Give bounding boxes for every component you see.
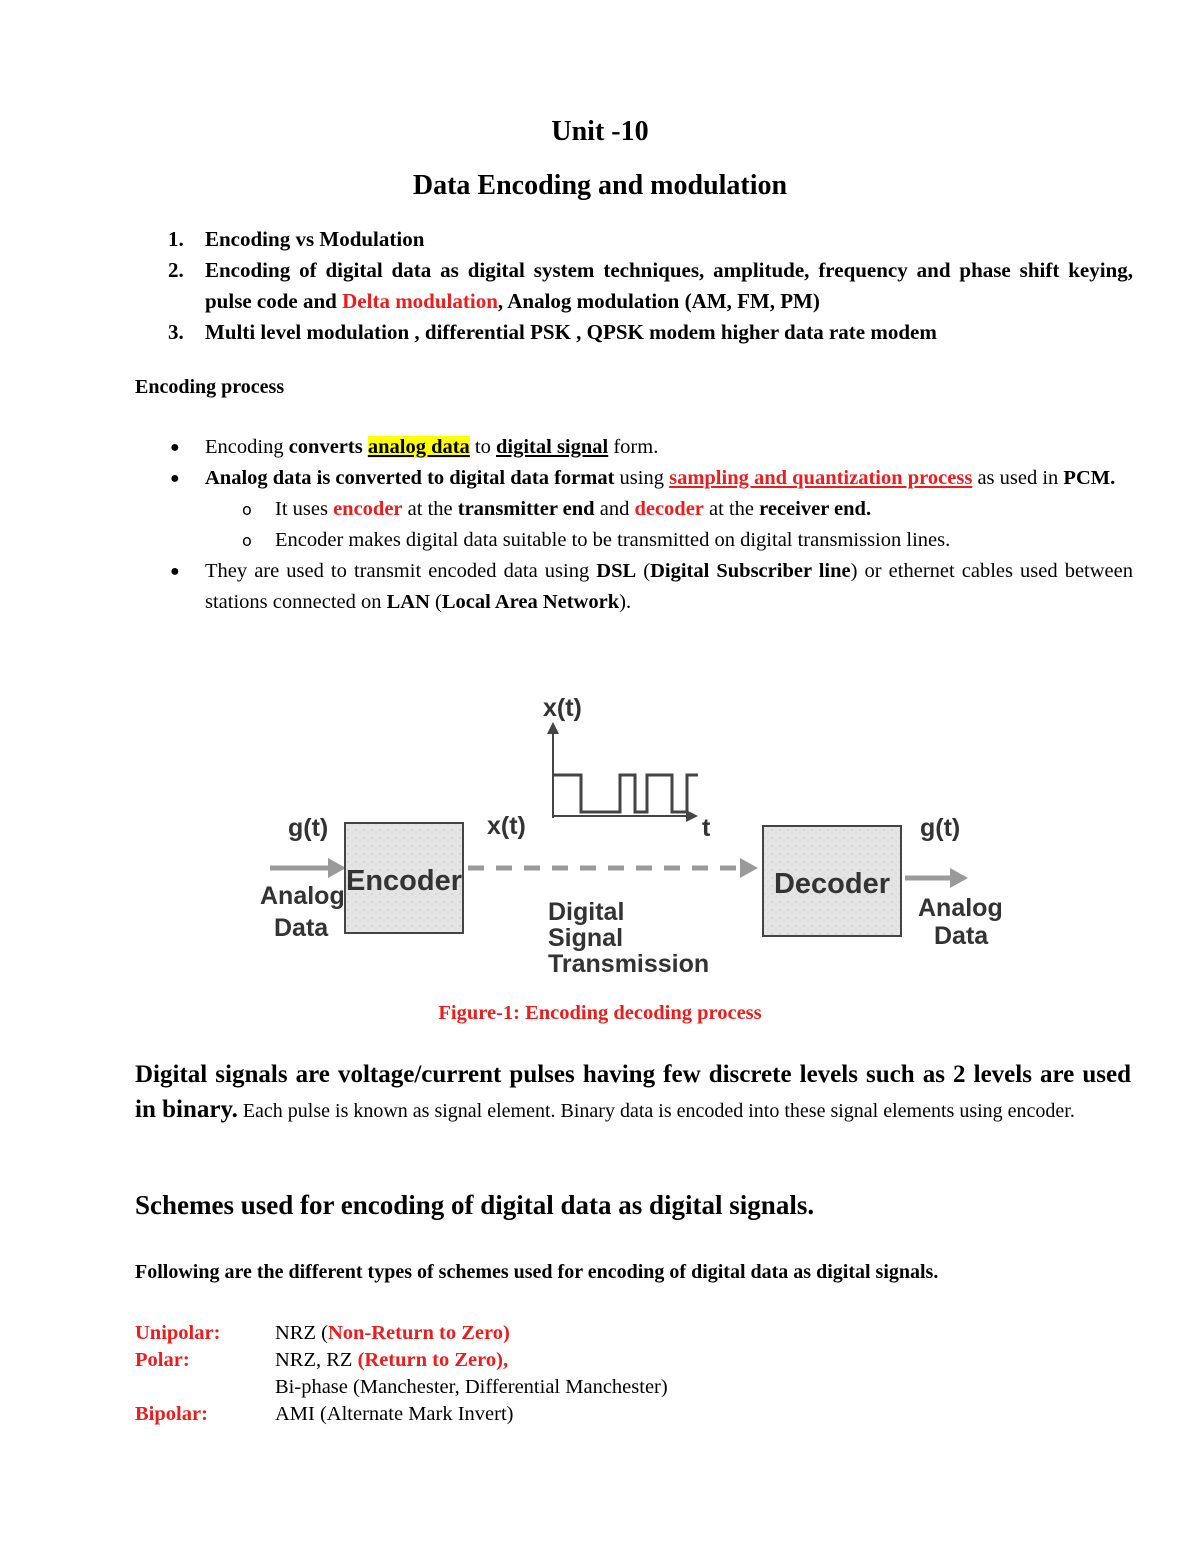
text-run: NRZ, RZ [275,1349,358,1371]
circle-bullet-icon: o [242,531,252,550]
text-run: transmitter end [457,498,595,520]
arrow-right-icon [740,858,758,878]
g-output-label: g(t) [920,814,961,842]
text-run: Digital Subscriber line [650,560,851,582]
topic-list [168,224,1133,348]
list-item-text: , Analog modulation (AM, FM, PM) [497,289,820,313]
text-run: converts [288,436,363,458]
text-run: They are used to transmit encoded data using [205,560,597,582]
analog-output-label: Analog [918,894,1003,922]
text-run: Analog data is converted to digital data format [205,467,615,489]
digital-signal-transmission-label: Transmission [548,950,710,978]
text-run: to [469,436,496,458]
list-item-text: Multi level modulation , differential PSK , QPSK modem higher data rate modem [205,320,937,344]
list-item [168,317,1133,348]
analog-input-label: Data [274,914,329,942]
red-term: Non-Return to Zero) [327,1322,510,1344]
xt-mid-label: x(t) [487,812,526,840]
schemes-heading: Schemes used for encoding of digital data as digital signals. [135,1190,815,1220]
list-item-text: Encoding vs Modulation [205,227,425,251]
sub-bullet-item [168,525,1133,556]
schemes-intro: Following are the different types of schemes used for encoding of digital data as digital signals. [135,1261,939,1283]
text-run: at the [402,498,458,520]
text-run: ( [429,591,442,613]
bullet-icon: ● [170,470,180,487]
text-run: ( [636,560,651,582]
red-term: encoder [333,498,403,520]
g-input-label: g(t) [288,814,329,842]
text-run: using [614,467,670,489]
scheme-value [275,1320,510,1347]
text-run: ). [619,591,632,613]
text-run: at the [703,498,760,520]
list-item-text: Encoding of digital data as digital system techniques, amplitude, frequency and phase shift keying, pulse code and [205,258,1133,313]
scheme-label: Bipolar: [135,1403,208,1425]
bullet-list [168,432,1133,618]
xt-axis-label: x(t) [543,694,582,722]
list-item [168,255,1133,317]
text-run: ) or ethernet cables used between stations connected on [205,560,1134,613]
square-wave [553,775,698,812]
digital-signal-transmission-label: Digital [548,898,625,926]
red-term: decoder [634,498,704,520]
text-run: NRZ ( [275,1322,328,1344]
encoding-decoding-diagram [250,676,1010,986]
text-run: PCM. [1063,467,1116,489]
text-run: It uses [275,498,334,520]
t-axis-label: t [702,814,711,842]
encoding-process-heading: Encoding process [135,376,285,398]
arrow-up-icon [547,722,559,734]
digital-signals-paragraph [135,1058,1131,1128]
delta-modulation-text: Delta modulation [342,289,498,313]
figure-caption: Figure-1: Encoding decoding process [438,1002,762,1024]
bullet-icon: ● [170,439,180,456]
bullet-item [168,556,1133,618]
decoder-label: Decoder [773,868,891,900]
scheme-value: Bi-phase (Manchester, Differential Manchester) [275,1376,668,1398]
digital-signal-transmission-label: Signal [548,924,624,952]
analog-output-label: Data [934,922,989,950]
underlined-term: digital signal [496,436,609,458]
text-run: receiver end. [759,498,872,520]
page-title: Data Encoding and modulation [412,170,788,201]
red-term: (Return to Zero), [357,1349,509,1371]
scheme-label: Polar: [135,1349,190,1371]
analog-input-label: Analog [260,882,345,910]
bullet-item [168,463,1133,494]
encoder-label: Encoder [345,865,463,897]
circle-bullet-icon: o [242,500,252,519]
scheme-value: AMI (Alternate Mark Invert) [275,1403,514,1425]
bullet-icon: ● [170,563,180,580]
list-number: 3. [168,320,184,344]
arrow-right-icon [328,858,346,878]
highlighted-term: analog data [367,436,470,458]
scheme-value [275,1347,508,1374]
text-run: Encoder makes digital data suitable to be transmitted on digital transmission lines. [275,529,951,551]
bullet-item [168,432,1133,463]
text-run: LAN [386,591,430,613]
unit-title: Unit -10 [551,116,649,147]
arrow-right-icon [950,868,968,888]
list-item [168,224,1133,255]
text-run: Digital signals are voltage/current pulses having few discrete levels such as 2 levels are used in binary. [135,1061,1131,1123]
text-run: as used in [972,467,1064,489]
text-run: Each pulse is known as signal element. Binary data is encoded into these signal elements using encoder. [237,1100,1075,1122]
text-run: Local Area Network [441,591,620,613]
list-number: 2. [168,258,184,282]
text-run: form. [608,436,659,458]
text-run: DSL [596,560,637,582]
list-number: 1. [168,227,184,251]
text-run: Encoding [205,436,289,458]
scheme-label: Unipolar: [135,1322,221,1344]
text-run: and [594,498,635,520]
sub-bullet-item [168,494,1133,525]
red-underlined-term: sampling and quantization process [669,467,973,489]
